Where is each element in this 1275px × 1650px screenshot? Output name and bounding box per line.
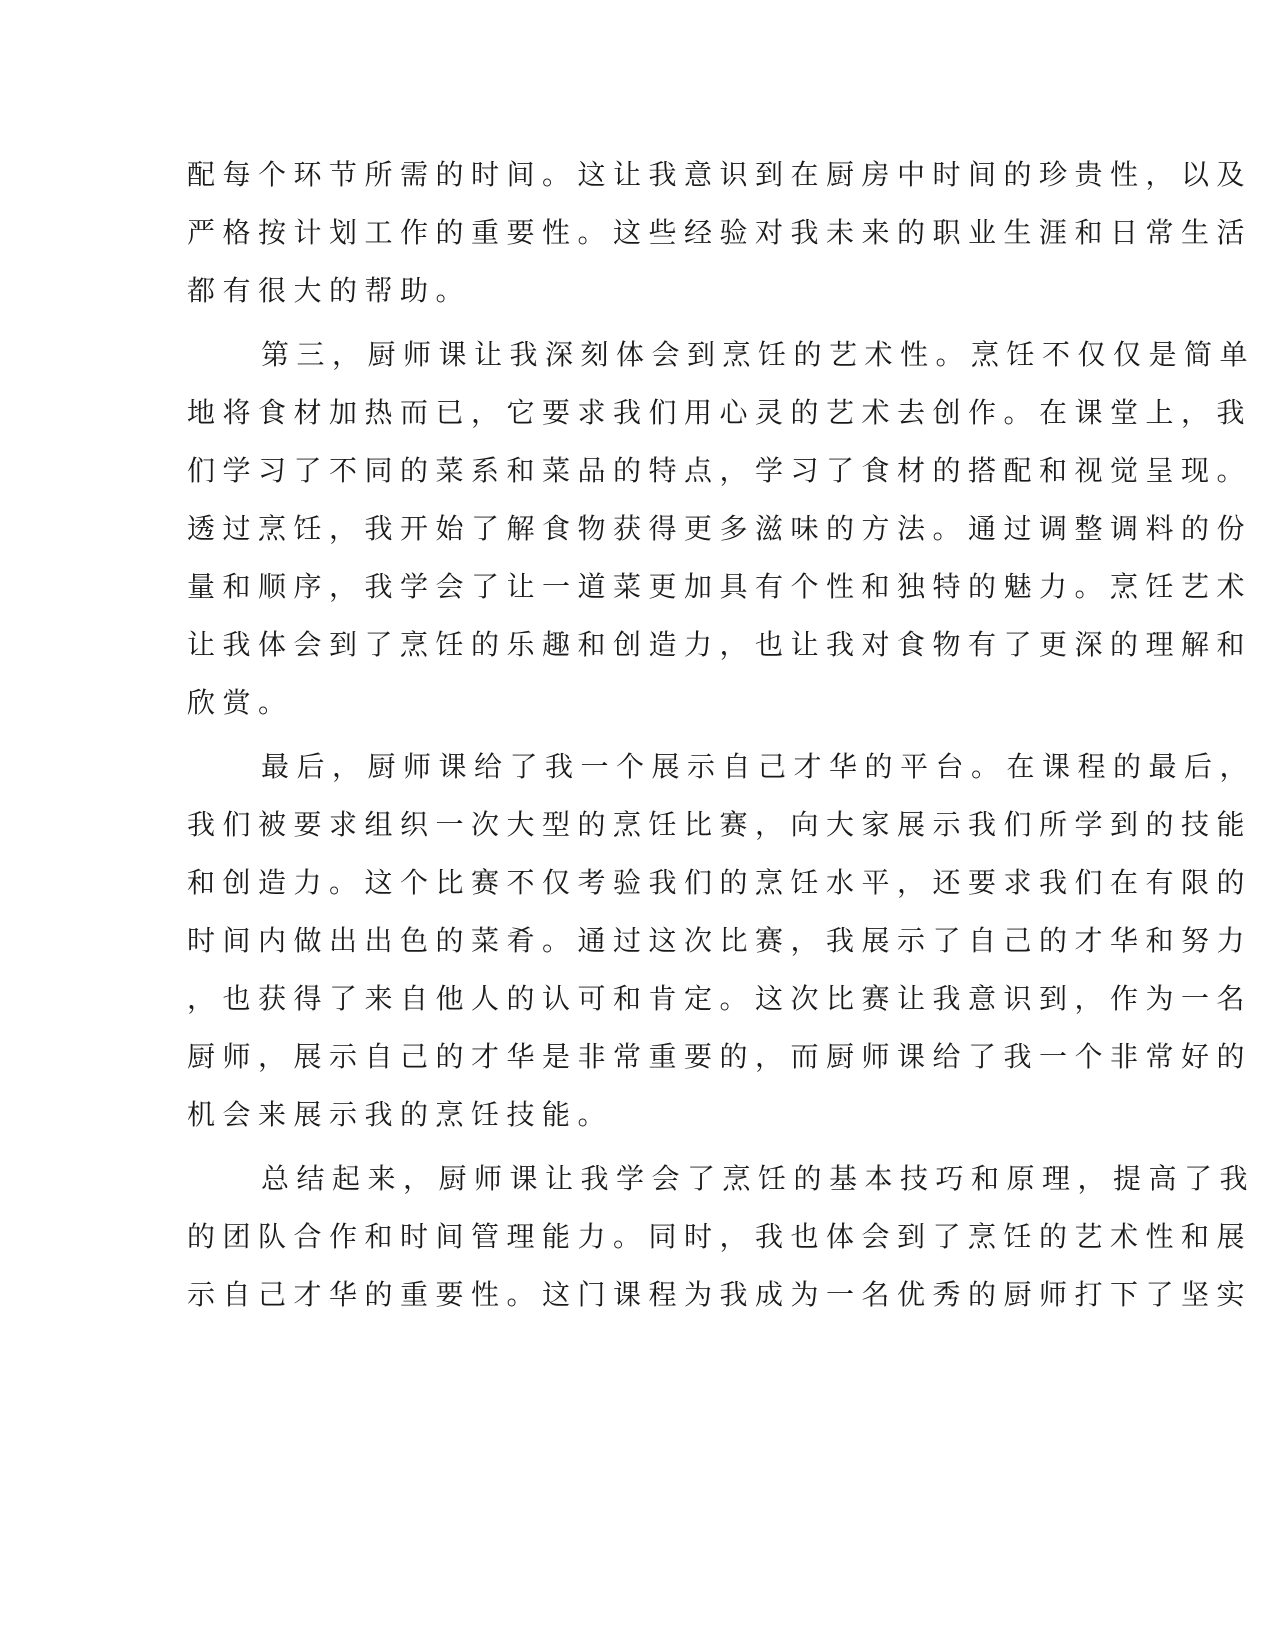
paragraph-line: 的团队合作和时间管理能力。同时，我也体会到了烹饪的艺术性和展: [187, 1220, 1253, 1253]
paragraph-line: 透过烹饪，我开始了解食物获得更多滋味的方法。通过调整调料的份: [187, 512, 1253, 545]
paragraph-line: 第三，厨师课让我深刻体会到烹饪的艺术性。烹饪不仅仅是简单: [261, 338, 1256, 371]
paragraph-line: 示自己才华的重要性。这门课程为我成为一名优秀的厨师打下了坚实: [187, 1278, 1253, 1311]
paragraph-line: 让我体会到了烹饪的乐趣和创造力，也让我对食物有了更深的理解和: [187, 628, 1253, 661]
paragraph-line: 严格按计划工作的重要性。这些经验对我未来的职业生涯和日常生活: [187, 216, 1253, 249]
paragraph-line: 总结起来，厨师课让我学会了烹饪的基本技巧和原理，提高了我: [261, 1162, 1256, 1195]
paragraph-line: 我们被要求组织一次大型的烹饪比赛，向大家展示我们所学到的技能: [187, 808, 1253, 841]
paragraph-line: 都有很大的帮助。: [187, 274, 472, 307]
paragraph-line: 欣赏。: [187, 686, 294, 719]
paragraph-line: 厨师，展示自己的才华是非常重要的，而厨师课给了我一个非常好的: [187, 1040, 1253, 1073]
paragraph-line: 配每个环节所需的时间。这让我意识到在厨房中时间的珍贵性，以及: [187, 158, 1253, 191]
paragraph-line: 量和顺序，我学会了让一道菜更加具有个性和独特的魅力。烹饪艺术: [187, 570, 1253, 603]
paragraph-line: 和创造力。这个比赛不仅考验我们的烹饪水平，还要求我们在有限的: [187, 866, 1253, 899]
paragraph-line: 们学习了不同的菜系和菜品的特点，学习了食材的搭配和视觉呈现。: [187, 454, 1253, 487]
paragraph-line: 地将食材加热而已，它要求我们用心灵的艺术去创作。在课堂上，我: [187, 396, 1253, 429]
paragraph-line: 时间内做出出色的菜肴。通过这次比赛，我展示了自己的才华和努力: [187, 924, 1253, 957]
paragraph-line: ，也获得了来自他人的认可和肯定。这次比赛让我意识到，作为一名: [187, 982, 1253, 1015]
paragraph-line: 最后，厨师课给了我一个展示自己才华的平台。在课程的最后，: [261, 750, 1256, 783]
paragraph-line: 机会来展示我的烹饪技能。: [187, 1098, 614, 1131]
